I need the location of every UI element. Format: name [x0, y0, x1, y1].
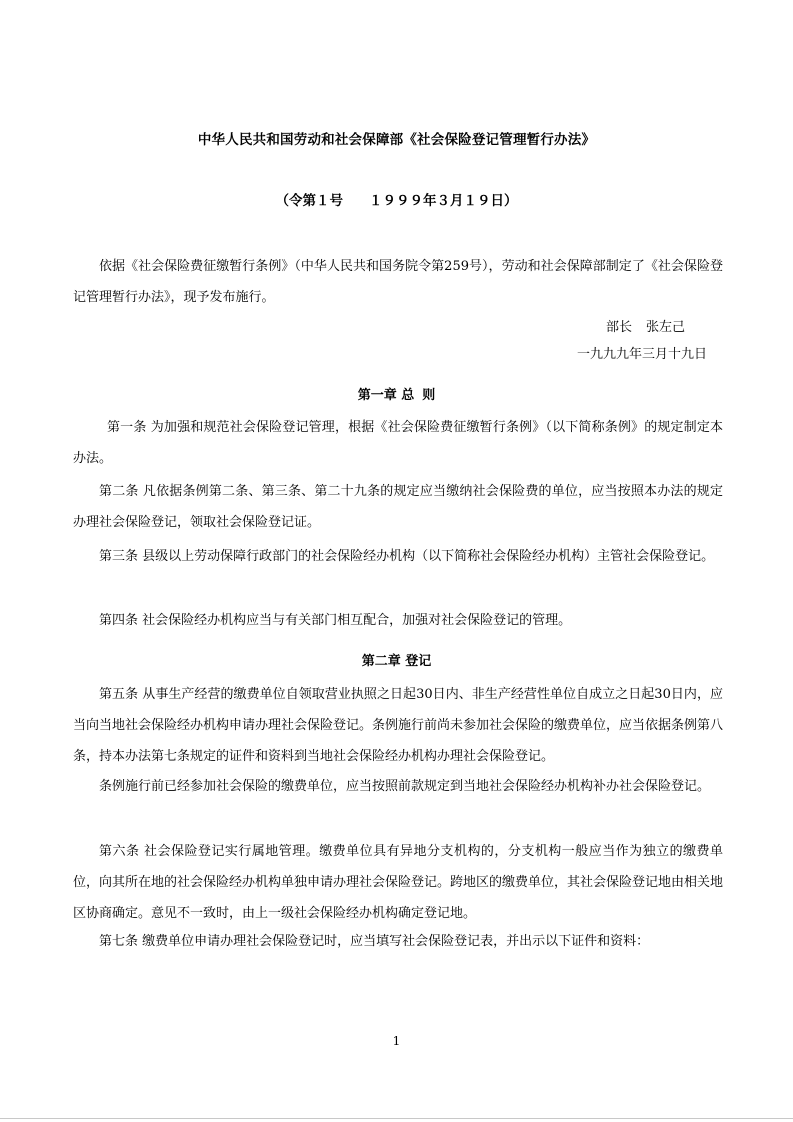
page-bottom-rule — [0, 1118, 793, 1119]
signature-date: 一九九九年三月十九日 — [577, 347, 708, 362]
signature-name: 张左己 — [646, 320, 686, 335]
chapter-1-heading-part2: 则 — [422, 388, 436, 403]
article-6-paragraph: 第六条 社会保险登记实行属地管理。缴费单位具有异地分支机构的，分支机构一般应当作为独立的缴费单位，向其所在地的社会保险经办机构单独申请办理社会保险登记。跨地区的缴费单位，其社会保险登记地由相关地区协商确定。意见不一致时，由上一级社会保险经办机构确定登记地。 — [73, 844, 724, 921]
order-date: １９９９年３月１９日） — [369, 193, 518, 209]
article-5-paragraph: 第五条 从事生产经营的缴费单位自领取营业执照之日起30日内、非生产经营性单位自成立之日起30日内，应当向当地社会保险经办机构申请办理社会保险登记。条例施行前尚未参加社会保险的缴费单位，应当依据条例第八条，持本办法第七条规定的证件和资料到当地社会保险经办机构办理社会保险登记。 — [73, 687, 724, 764]
signature-line — [606, 318, 685, 338]
article-4-paragraph: 第四条 社会保险经办机构应当与有关部门相互配合，加强对社会保险登记的管理。 — [99, 613, 572, 628]
order-line — [0, 189, 793, 209]
page-number: 1 — [392, 1034, 401, 1048]
document-title: 中华人民共和国劳动和社会保障部《社会保险登记管理暂行办法》 — [197, 132, 596, 148]
chapter-1-heading — [0, 384, 793, 403]
preamble-paragraph: 依据《社会保险费征缴暂行条例》（中华人民共和国务院令第259号），劳动和社会保障部制定了《社会保险登记管理暂行办法》，现予发布施行。 — [73, 259, 723, 305]
chapter-1-heading-part1: 第一章 总 — [357, 388, 415, 403]
article-1-paragraph: 第一条 为加强和规范社会保险登记管理，根据《社会保险费征缴暂行条例》（以下简称条例》的规定制定本办法。 — [73, 420, 723, 466]
signature-title: 部长 — [606, 320, 633, 335]
chapter-2-heading: 第二章 登记 — [361, 654, 432, 669]
article-3-paragraph: 第三条 县级以上劳动保障行政部门的社会保险经办机构（以下简称社会保险经办机构）主管社会保险登记。 — [99, 549, 715, 564]
article-2-paragraph: 第二条 凡依据条例第二条、第三条、第二十九条的规定应当缴纳社会保险费的单位，应当按照本办法的规定办理社会保险登记，领取社会保险登记证。 — [73, 484, 723, 530]
article-5-second-paragraph: 条例施行前已经参加社会保险的缴费单位，应当按照前款规定到当地社会保险经办机构补办社会保险登记。 — [99, 779, 711, 794]
article-7-paragraph: 第七条 缴费单位申请办理社会保险登记时，应当填写社会保险登记表，并出示以下证件和资料： — [99, 934, 650, 949]
order-number: （令第１号 — [275, 193, 343, 209]
